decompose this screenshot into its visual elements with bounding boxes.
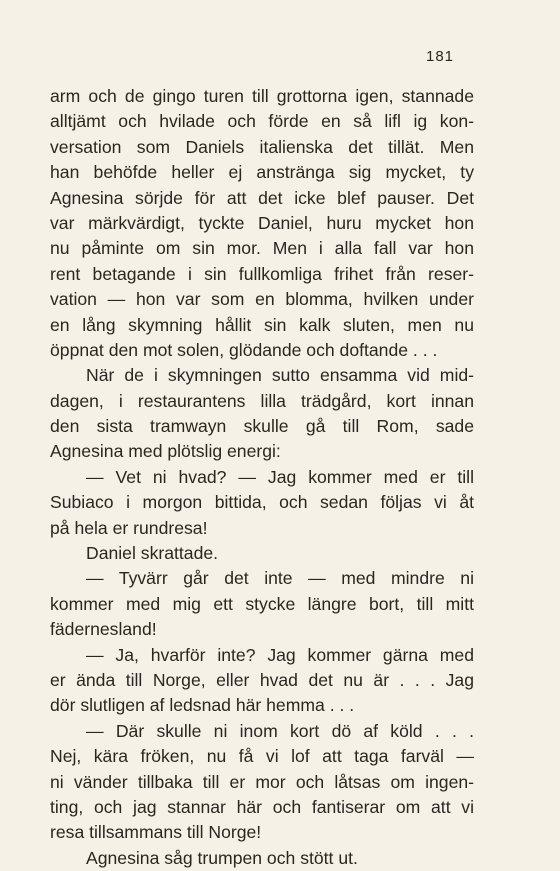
- text-line: Agnesina såg trumpen och stött ut.: [86, 847, 358, 868]
- text-line: fädernesland!: [50, 619, 157, 640]
- text-line: dör slutligen af ledsnad här hemma . . .: [50, 695, 355, 716]
- text-line: alltjämt och hvilade och förde en så lifl ig kon-: [50, 111, 474, 132]
- text-line: vation — hon var som en blomma, hvilken under: [50, 289, 474, 310]
- text-line: — Vet ni hvad? — Jag kommer med er till: [86, 466, 474, 487]
- text-line: — Där skulle ni inom kort dö af köld . . .: [86, 720, 474, 741]
- text-line: kommer med mig ett stycke längre bort, till mitt: [50, 593, 474, 614]
- text-line: dagen, i restaurantens lilla trädgård, kort innan: [50, 390, 474, 411]
- text-line: Daniel skrattade.: [86, 543, 219, 564]
- text-line: ting, och jag stannar här och fantiserar om att vi: [50, 796, 474, 817]
- text-line: er ända till Norge, eller hvad det nu är . . . Jag: [50, 669, 474, 690]
- text-line: nu påminte om sin mor. Men i alla fall var hon: [50, 238, 474, 259]
- body-text: [50, 84, 474, 871]
- text-line: han behöfde heller ej anstränga sig mycket, ty: [50, 162, 474, 183]
- text-line: den sista tramwayn skulle gå till Rom, sade: [50, 416, 474, 437]
- text-line: öppnat den mot solen, glödande och doftande . . .: [50, 339, 438, 360]
- text-line: När de i skymningen sutto ensamma vid mid-: [86, 365, 474, 386]
- text-line: arm och de gingo turen till grottorna igen, stannade: [50, 86, 474, 106]
- text-line: — Ja, hvarför inte? Jag kommer gärna med: [86, 644, 474, 665]
- text-line: ni vänder tillbaka till er mor och låtsas om ingen-: [50, 771, 474, 792]
- text-line: Agnesina med plötslig energi:: [50, 441, 281, 462]
- text-line: versation som Daniels italienska det tillät. Men: [50, 136, 474, 157]
- page-number: 181: [426, 48, 455, 65]
- text-line: — Tyvärr går det inte — med mindre ni: [86, 568, 474, 589]
- text-line: resa tillsammans till Norge!: [50, 822, 262, 843]
- text-line: var märkvärdigt, tyckte Daniel, huru mycket hon: [50, 212, 474, 233]
- text-line: rent betagande i sin fullkomliga frihet från reser-: [50, 263, 474, 284]
- text-line: Nej, kära fröken, nu få vi lof att taga farväl —: [50, 746, 474, 767]
- text-line: en lång skymning hållit sin kalk sluten, men nu: [50, 314, 474, 335]
- text-line: på hela er rundresa!: [50, 517, 208, 538]
- text-line: Agnesina sörjde för att det icke blef pauser. Det: [50, 187, 474, 208]
- text-line: Subiaco i morgon bittida, och sedan följas vi åt: [50, 492, 474, 513]
